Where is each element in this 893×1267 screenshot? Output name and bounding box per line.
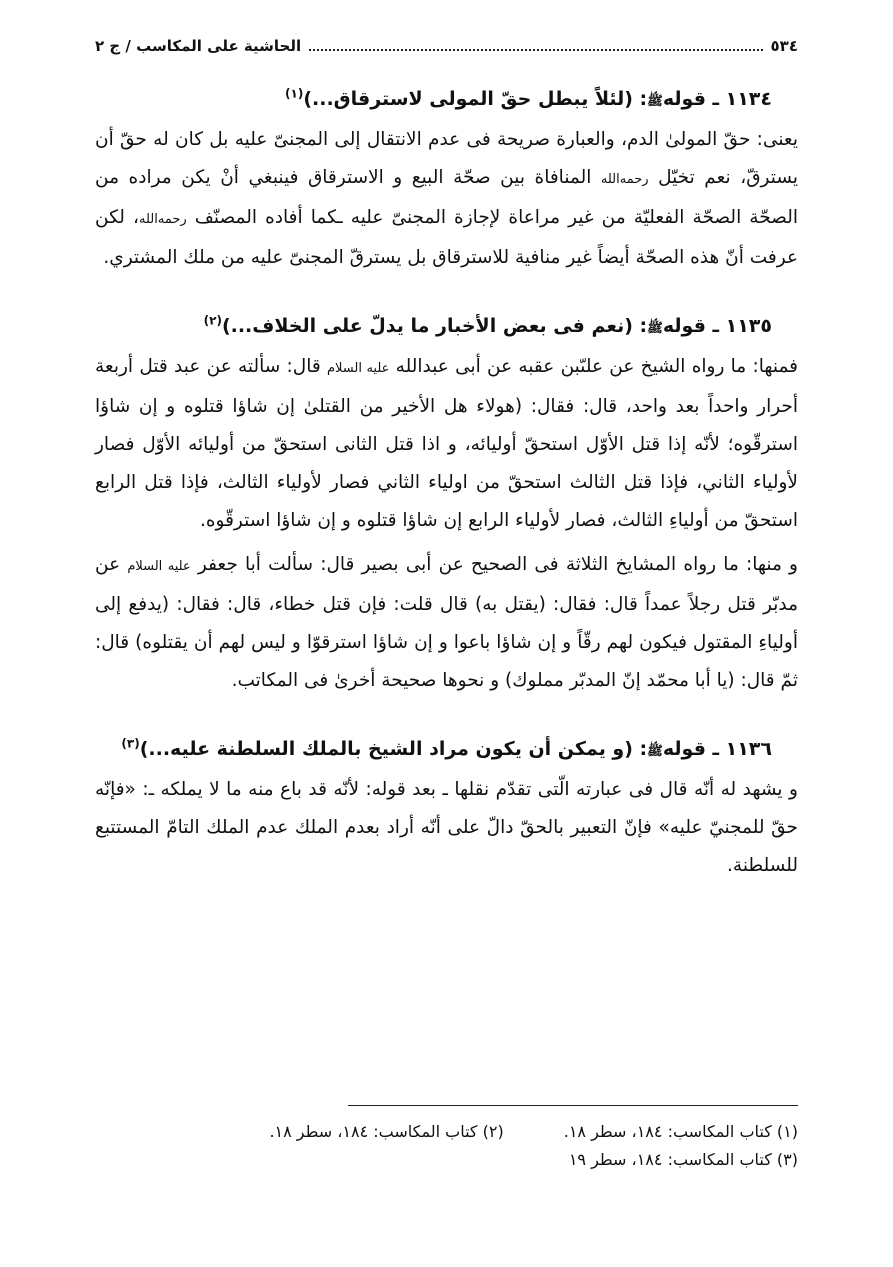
paragraph-text: ، لكن عرفت أنّ هذه الصحّة أيضاً غير منافية للاسترقاق بل يسترقّ المجنىّ عليه من ملك المشتري. [95, 207, 798, 268]
footnote-row [98, 1146, 798, 1174]
footnote-3: (٣) كتاب المكاسب: ١٨٤، سطر ١٩ [568, 1150, 798, 1169]
footnote-ref: (١) [285, 86, 304, 101]
section-gap [95, 700, 798, 730]
running-header [95, 32, 798, 60]
heading-number: ١١٣٤ ـ قوله [662, 88, 772, 110]
main-text [95, 80, 798, 885]
paragraph-text: عن مدبّر قتل رجلاً عمداً قال: فقال: (يقتل به) قال قلت: فإن قتل خطاء، قال: فقال: (يدفع إلى أولياءِ المقتول فيكون لهم رقّاً و إن شاؤا باعوا و إن شاؤا استرقوّا و ليس لهم أن يقتلوه) قال: ثمّ قال: (يا أبا محمّد إنّ المدبّر مملوك) و نحوها صحيحة أخرىٰ فى المكاتب. [95, 554, 798, 691]
section-heading-1136 [95, 730, 798, 771]
section-heading-1135 [95, 307, 798, 348]
paragraph-text: و يشهد له أنّه قال فى عبارته الّتى تقدّم نقلها ـ بعد قوله: لأنّه قد باع منه ما لا يملكه ـ: «فإنّه حقّ للمجنيّ عليه» فإنّ التعبير بالحقّ دالّ على أنّه أراد بعدم الملك عدم الملك التامّ المستتبع للسلطنة. [95, 779, 798, 876]
footnote-ref: (٢) [203, 313, 222, 328]
heading-quote: : (نعم فى بعض الأخبار ما يدلّ على الخلاف...) [221, 315, 648, 337]
paragraph [95, 348, 798, 540]
section-gap [95, 277, 798, 307]
paragraph-text: قال: سألته عن عبد قتل أربعة أحرار واحداً بعد واحد، قال: فقال: (هولاء هل الأخير من القتلىٰ إن شاؤا قتلوه و إن شاؤا استرقّوه؛ لأنّه إذا قتل الأوّل استحقّ أوليائه، و اذا قتل الثانى استحقّ من أوليائه الأوّل فصار لأولياء الثاني، فإذا قتل الثالث استحقّ من اولياء الثاني فصار لأولياء الثالث، فإذا قتل الرابع استحقّ من أولياءِ الثالث، فصار لأولياء الرابع إن شاؤا قتلوه و إن شاؤا استرقّوه. [95, 356, 798, 531]
paragraph [95, 771, 798, 885]
heading-quote: : (و يمكن أن يكون مراد الشيخ بالملك السلطنة عليه...) [139, 738, 648, 760]
paragraph-text: المنافاة بين صحّة البيع و الاسترقاق فينبغي أنْ يكن مراده من الصحّة الصحّة الفعليّة من غير مراعاة لإجازة المجنىّ عليه ـكما أفاده المصنّف [95, 167, 798, 228]
honorific-glyph: ﷺ [647, 744, 663, 759]
honorific-small: رحمه‌الله [139, 212, 187, 227]
paragraph [95, 546, 798, 700]
honorific-glyph: ﷺ [647, 94, 663, 109]
footnote-1: (١) كتاب المكاسب: ١٨٤، سطر ١٨. [563, 1122, 798, 1141]
page-number: ٥٣٤ [770, 37, 798, 55]
honorific-small: رحمه‌الله [600, 172, 649, 187]
paragraph-text: فمنها: ما رواه الشيخ عن علىّبن عقبه عن أبى عبدالله [389, 356, 798, 377]
heading-quote: : (لئلاً يبطل حقّ المولى لاسترقاق...) [303, 88, 648, 110]
footnotes [98, 1118, 798, 1174]
paragraph-text: و منها: ما رواه المشايخ الثلاثة فى الصحيح عن أبى بصير قال: سألت أبا جعفر [190, 554, 798, 575]
header-dot-leader [309, 49, 762, 51]
section-heading-1134 [95, 80, 798, 121]
honorific-small: عليه السلام [127, 559, 191, 574]
heading-number: ١١٣٥ ـ قوله [662, 315, 772, 337]
honorific-glyph: ﷺ [647, 321, 663, 336]
footnote-separator [348, 1105, 798, 1106]
paragraph-text: يعنى: حقّ المولىٰ الدم، والعبارة صريحة فى عدم الانتقال إلى المجنىّ عليه بل كان له حقّ أن يسترقّ، نعم تخيّل [95, 129, 798, 188]
heading-number: ١١٣٦ ـ قوله [662, 738, 772, 760]
paragraph [95, 121, 798, 277]
footnote-ref: (٣) [121, 736, 140, 751]
honorific-small: عليه السلام [326, 361, 390, 376]
footnote-row [98, 1118, 798, 1146]
footnote-2: (٢) كتاب المكاسب: ١٨٤، سطر ١٨. [269, 1122, 504, 1141]
running-title: الحاشية على المكاسب / ج ٢ [95, 37, 302, 55]
